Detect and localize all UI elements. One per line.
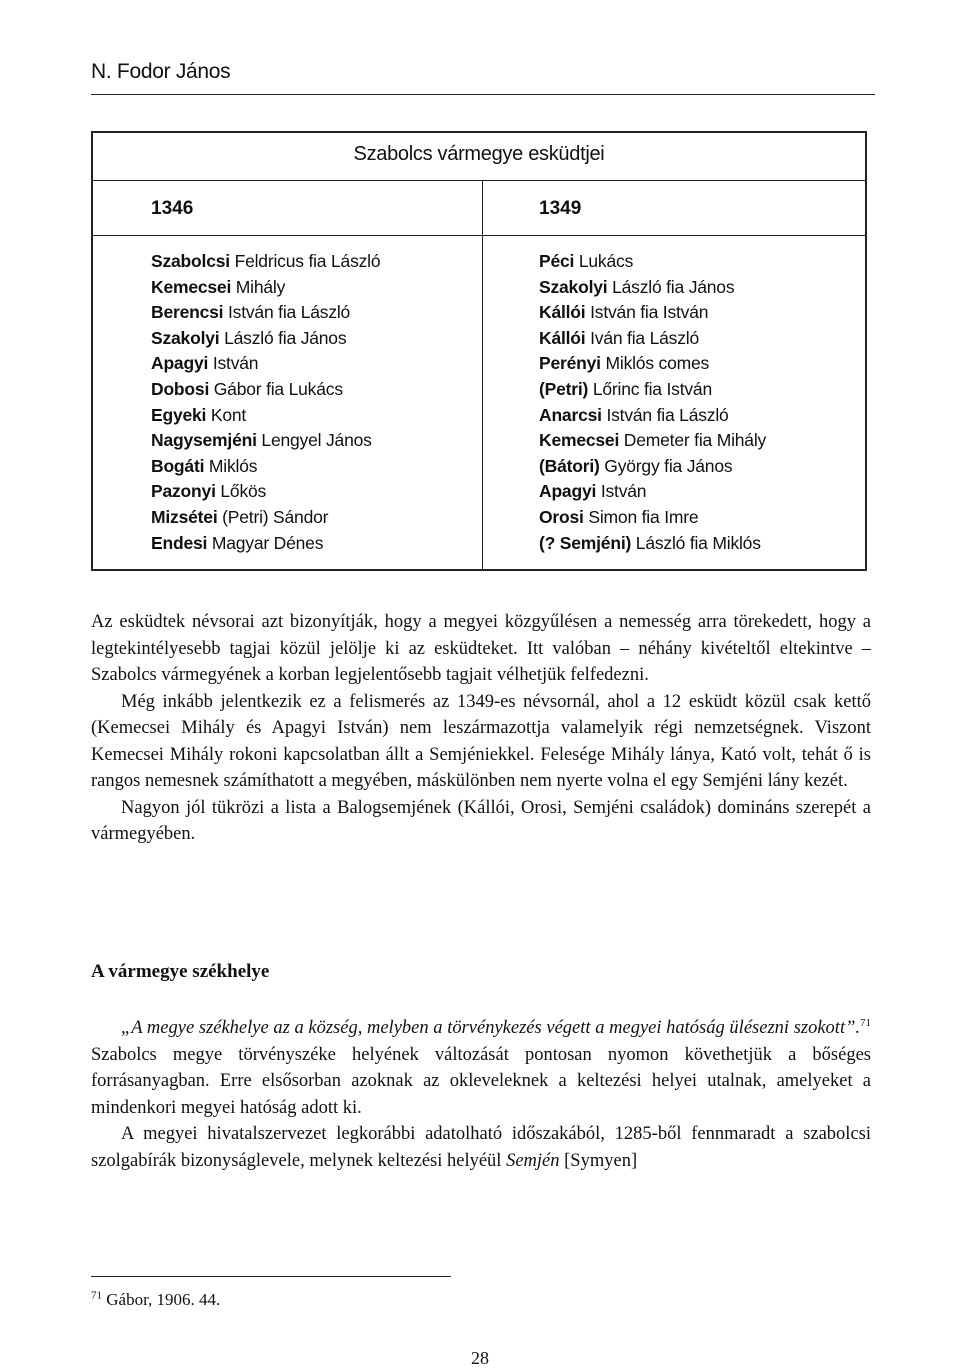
juror-family-name: Szakolyi bbox=[151, 327, 220, 348]
juror-given-name: Iván fia László bbox=[585, 327, 699, 348]
juror-family-name: Bogáti bbox=[151, 455, 205, 476]
footnote-number: 71 bbox=[91, 1289, 102, 1302]
juror-family-name: Kemecsei bbox=[151, 276, 232, 297]
juror-entry bbox=[151, 275, 380, 301]
juror-given-name: Lengyel János bbox=[256, 430, 372, 451]
juror-given-name: István fia István bbox=[585, 302, 709, 323]
juror-family-name: Péci bbox=[539, 251, 575, 271]
juror-given-name: István bbox=[208, 353, 259, 374]
paragraph: Még inkább jelentkezik ez a felismerés az 1349-es névsornál, ahol a 12 esküdt közül csak kettő (Kemecsei Mihály és Apagyi István) nem leszármazottja valamelyik régi nemzetségnek. Viszont Kemecsei Mihály rokoni kapcsolatban állt a Semjéniekkel. Felesége Mihály lánya, Kató volt, tehát ő is rangos nemesnek számíthatott a megyében, máskülönben nem nyerte volna el egy Semjéni lány kezét. bbox=[91, 691, 871, 791]
juror-given-name: (Petri) Sándor bbox=[217, 506, 329, 527]
juror-entry bbox=[539, 326, 766, 352]
juror-family-name: Pazonyi bbox=[151, 481, 216, 502]
juror-family-name: Egyeki bbox=[151, 404, 207, 425]
juror-family-name: Szakolyi bbox=[539, 276, 608, 297]
juror-entry bbox=[151, 403, 380, 429]
quote: „A megye székhelye az a község, melyben a törvénykezés végett a megyei hatóság ülésezni szokott”. bbox=[121, 1018, 860, 1038]
juror-family-name: Apagyi bbox=[539, 481, 597, 502]
juror-entry bbox=[151, 531, 380, 557]
table-divider bbox=[93, 180, 865, 181]
juror-family-name: Perényi bbox=[539, 353, 601, 374]
juror-entry bbox=[539, 428, 766, 454]
footnote-rule bbox=[91, 1276, 451, 1277]
juror-family-name: Endesi bbox=[151, 532, 208, 553]
juror-entry bbox=[539, 454, 766, 480]
section-heading: A vármegye székhelye bbox=[91, 961, 270, 982]
juror-family-name: Anarcsi bbox=[539, 404, 602, 425]
juror-entry bbox=[539, 249, 766, 275]
juror-family-name: (Bátori) bbox=[539, 455, 600, 476]
juror-entry bbox=[151, 351, 380, 377]
body-paragraphs-1 bbox=[91, 609, 871, 848]
juror-entry bbox=[539, 351, 766, 377]
juror-given-name: Mihály bbox=[231, 276, 286, 297]
juror-entry bbox=[539, 479, 766, 505]
juror-entry bbox=[151, 249, 380, 275]
column-1349-list bbox=[539, 249, 766, 556]
juror-given-name: Lőkös bbox=[215, 481, 267, 502]
juror-given-name: Gábor fia Lukács bbox=[209, 378, 343, 399]
juror-given-name: Demeter fia Mihály bbox=[619, 430, 767, 451]
juror-entry bbox=[151, 428, 380, 454]
juror-entry bbox=[539, 531, 766, 557]
juror-family-name: Apagyi bbox=[151, 353, 209, 374]
juror-given-name: Magyar Dénes bbox=[207, 532, 324, 553]
column-year-1346: 1346 bbox=[151, 198, 194, 219]
footnote bbox=[91, 1290, 220, 1310]
body-paragraphs-2 bbox=[91, 1015, 871, 1174]
paragraph-text: A megyei hivatalszervezet legkorábbi adatolható időszakából, 1285-ből fennmaradt a szabolcsi szolgabírák bizonyságlevele, melynek keltezési helyéül bbox=[91, 1124, 871, 1171]
paragraph: Nagyon jól tükrözi a lista a Balogsemjének (Kállói, Orosi, Semjéni családok) domináns szerepét a vármegyében. bbox=[91, 797, 871, 844]
page-number: 28 bbox=[471, 1348, 489, 1368]
juror-entry bbox=[151, 454, 380, 480]
juror-entry bbox=[151, 479, 380, 505]
juror-entry bbox=[151, 300, 380, 326]
paragraph: Az esküdtek névsorai azt bizonyítják, hogy a megyei közgyűlésen a nemesség arra törekedett, hogy a legtekintélyesebb tagjai közül jelölje ki az esküdteket. Itt valóban – néhány kivételtől eltekintve – Szabolcs vármegyének a korban legjelentősebb tagjait vélhetjük felfedezni. bbox=[91, 612, 871, 685]
juror-entry bbox=[539, 403, 766, 429]
juror-given-name: Simon fia Imre bbox=[583, 506, 699, 527]
juror-family-name: Kemecsei bbox=[539, 430, 620, 451]
italic-placename: Semjén bbox=[506, 1150, 560, 1171]
juror-family-name: Kállói bbox=[539, 302, 586, 323]
juror-family-name: Dobosi bbox=[151, 378, 210, 399]
column-year-1349: 1349 bbox=[539, 198, 582, 219]
juror-family-name: Nagysemjéni bbox=[151, 430, 257, 451]
juror-family-name: Mizsétei bbox=[151, 506, 218, 527]
juror-family-name: Kállói bbox=[539, 327, 586, 348]
juror-given-name: Miklós bbox=[204, 455, 258, 476]
juror-family-name: Berencsi bbox=[151, 302, 224, 323]
juror-given-name: Lukács bbox=[574, 251, 634, 271]
juror-family-name: (Petri) bbox=[539, 378, 589, 399]
paragraph bbox=[91, 1121, 871, 1174]
juror-given-name: László fia János bbox=[219, 327, 347, 348]
column-1346-list bbox=[151, 249, 380, 556]
juror-entry bbox=[539, 300, 766, 326]
juror-given-name: Kont bbox=[206, 404, 247, 425]
paragraph-text: [Symyen] bbox=[559, 1150, 638, 1171]
table-column-divider bbox=[482, 180, 483, 569]
juror-given-name: István fia László bbox=[223, 302, 351, 323]
juror-given-name: László fia Miklós bbox=[631, 532, 761, 553]
paragraph-text: Szabolcs megye törvényszéke helyének változását pontosan nyomon követhetjük a bőséges forrásanyagban. Erre elsősorban azoknak az okleveleknek a keltezési helyei utalnak, amelyeket a mindenkori megyei hatóság adott ki. bbox=[91, 1044, 871, 1118]
juror-given-name: István fia László bbox=[601, 404, 729, 425]
juror-family-name: (? Semjéni) bbox=[539, 532, 632, 553]
footnote-text: Gábor, 1906. 44. bbox=[102, 1290, 221, 1309]
juror-entry bbox=[539, 505, 766, 531]
juror-entry bbox=[151, 505, 380, 531]
table-divider bbox=[93, 235, 865, 236]
juror-given-name: Feldricus fia László bbox=[229, 251, 381, 271]
juror-given-name: István bbox=[596, 481, 647, 502]
table-title: Szabolcs vármegye esküdtjei bbox=[353, 143, 605, 165]
jurors-table bbox=[91, 131, 867, 571]
running-header: N. Fodor János bbox=[91, 60, 231, 83]
header-rule bbox=[91, 94, 875, 95]
juror-given-name: Lőrinc fia István bbox=[588, 378, 712, 399]
juror-given-name: László fia János bbox=[607, 276, 735, 297]
juror-entry bbox=[151, 326, 380, 352]
paragraph bbox=[91, 1015, 871, 1121]
footnote-ref: 71 bbox=[860, 1016, 871, 1029]
juror-entry bbox=[539, 377, 766, 403]
juror-given-name: Miklós comes bbox=[600, 353, 710, 374]
juror-entry bbox=[539, 275, 766, 301]
juror-given-name: György fia János bbox=[599, 455, 733, 476]
juror-family-name: Szabolcsi bbox=[151, 251, 230, 271]
juror-family-name: Orosi bbox=[539, 506, 584, 527]
juror-entry bbox=[151, 377, 380, 403]
